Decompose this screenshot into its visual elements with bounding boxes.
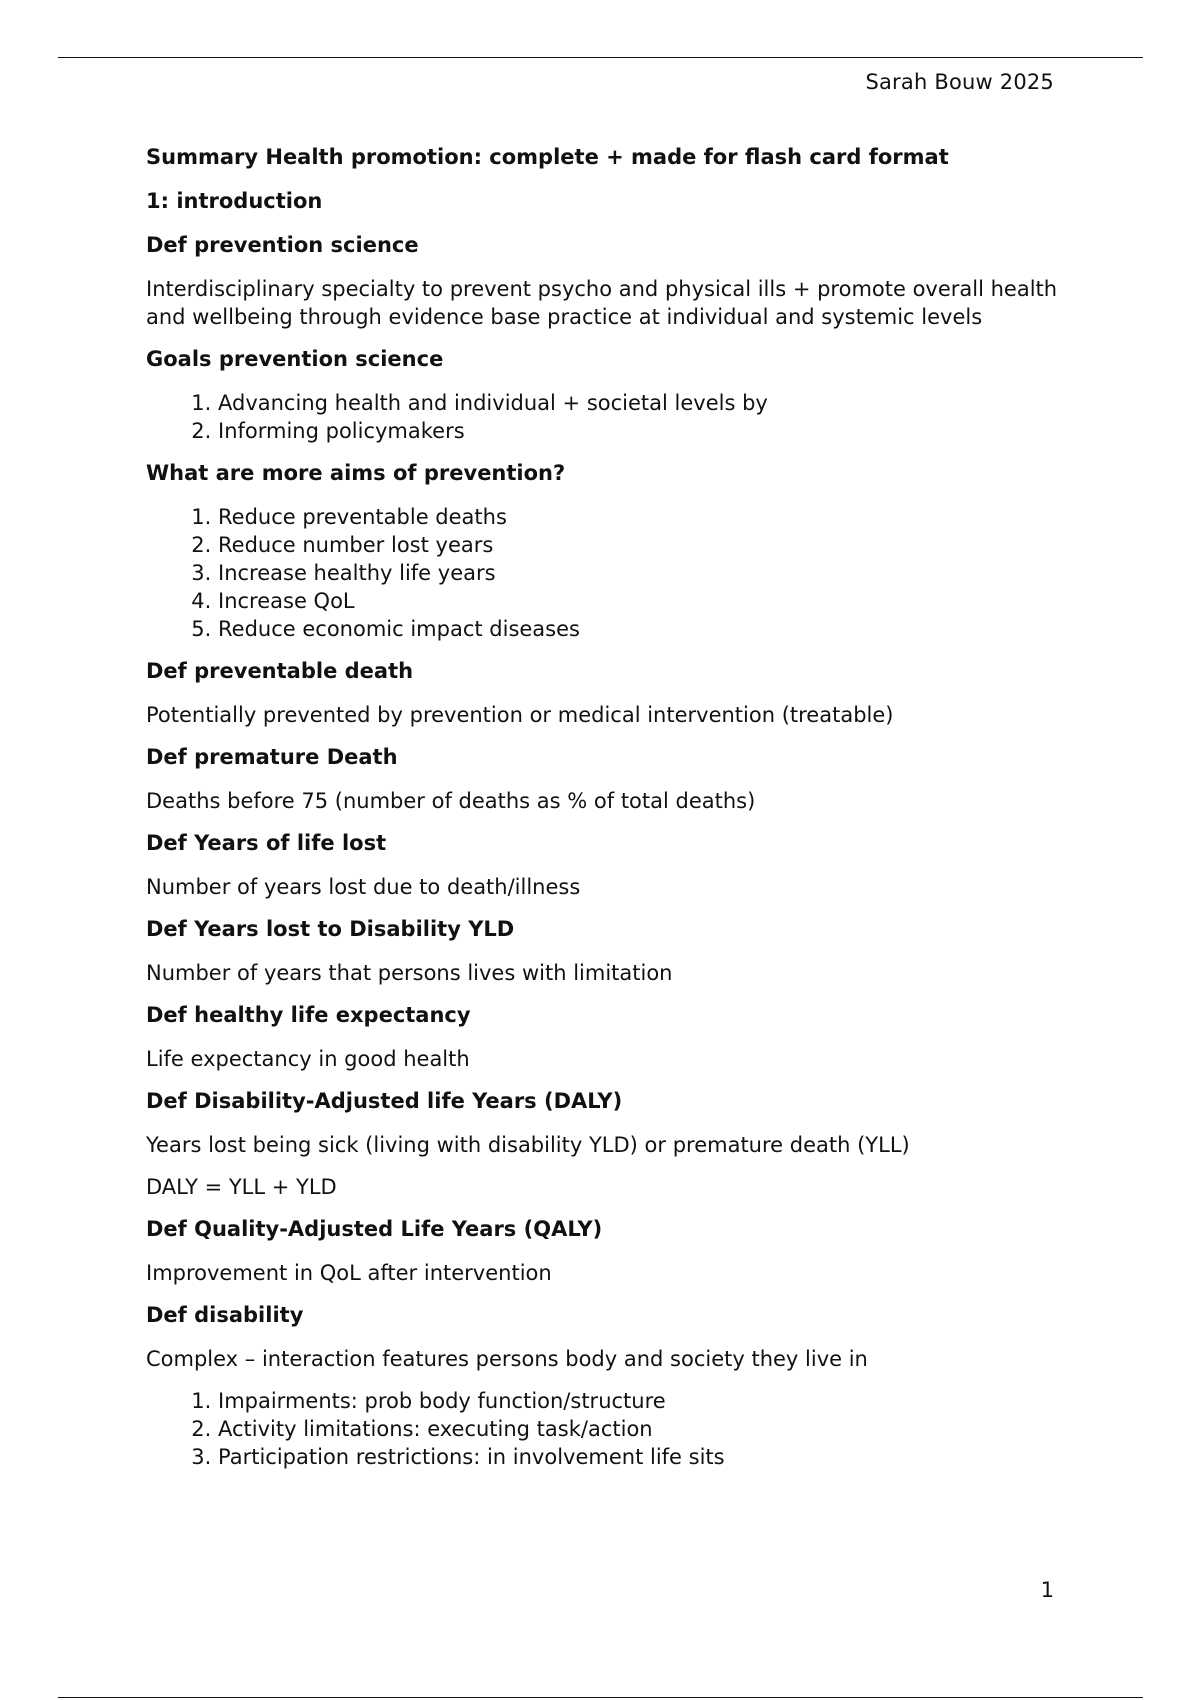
numbered-list — [146, 503, 1066, 643]
section-heading: Def Disability-Adjusted life Years (DALY) — [146, 1089, 623, 1113]
section-paragraph: Potentially prevented by prevention or medical intervention (treatable) — [146, 703, 894, 727]
section-heading: Def healthy life expectancy — [146, 1003, 471, 1027]
page-number: 1 — [1040, 1578, 1054, 1602]
header-rule — [58, 57, 1143, 58]
section-paragraph: Deaths before 75 (number of deaths as % of total deaths) — [146, 789, 756, 813]
section-heading: Def prevention science — [146, 233, 419, 257]
footer-rule — [58, 1697, 1143, 1698]
section-heading: Def preventable death — [146, 659, 414, 683]
section-paragraph: Life expectancy in good health — [146, 1047, 470, 1071]
section-heading: Def Years of life lost — [146, 831, 387, 855]
chapter-heading: 1: introduction — [146, 189, 323, 213]
section-heading: Def premature Death — [146, 745, 398, 769]
header-author: Sarah Bouw 2025 — [865, 70, 1054, 94]
section-paragraph: Number of years that persons lives with limitation — [146, 961, 673, 985]
list-item: 3. Increase healthy life years — [218, 559, 1066, 587]
list-item: 3. Participation restrictions: in involvement life sits — [218, 1443, 1066, 1471]
numbered-list — [146, 389, 1066, 445]
numbered-list — [146, 1387, 1066, 1471]
document-body — [146, 143, 1066, 1485]
section-heading: Def Years lost to Disability YLD — [146, 917, 515, 941]
section-heading: Goals prevention science — [146, 347, 444, 371]
list-item: 1. Reduce preventable deaths — [218, 503, 1066, 531]
section-paragraph: Interdisciplinary specialty to prevent psycho and physical ills + promote overall health and wellbeing through evidence base practice at individual and systemic levels — [146, 277, 1058, 329]
section-paragraph: Complex – interaction features persons body and society they live in — [146, 1347, 868, 1371]
list-item: 2. Activity limitations: executing task/action — [218, 1415, 1066, 1443]
section-heading: Def Quality-Adjusted Life Years (QALY) — [146, 1217, 603, 1241]
daly-formula: DALY = YLL + YLD — [146, 1175, 337, 1199]
section-paragraph: Years lost being sick (living with disability YLD) or premature death (YLL) — [146, 1133, 910, 1157]
list-item: 5. Reduce economic impact diseases — [218, 615, 1066, 643]
section-paragraph: Improvement in QoL after intervention — [146, 1261, 552, 1285]
section-heading: Def disability — [146, 1303, 304, 1327]
list-item: 4. Increase QoL — [218, 587, 1066, 615]
section-paragraph: Number of years lost due to death/illness — [146, 875, 581, 899]
list-item: 2. Reduce number lost years — [218, 531, 1066, 559]
list-item: 1. Impairments: prob body function/structure — [218, 1387, 1066, 1415]
list-item: 1. Advancing health and individual + societal levels by — [218, 389, 1066, 417]
document-title: Summary Health promotion: complete + made for flash card format — [146, 145, 949, 169]
list-item: 2. Informing policymakers — [218, 417, 1066, 445]
section-heading: What are more aims of prevention? — [146, 461, 566, 485]
